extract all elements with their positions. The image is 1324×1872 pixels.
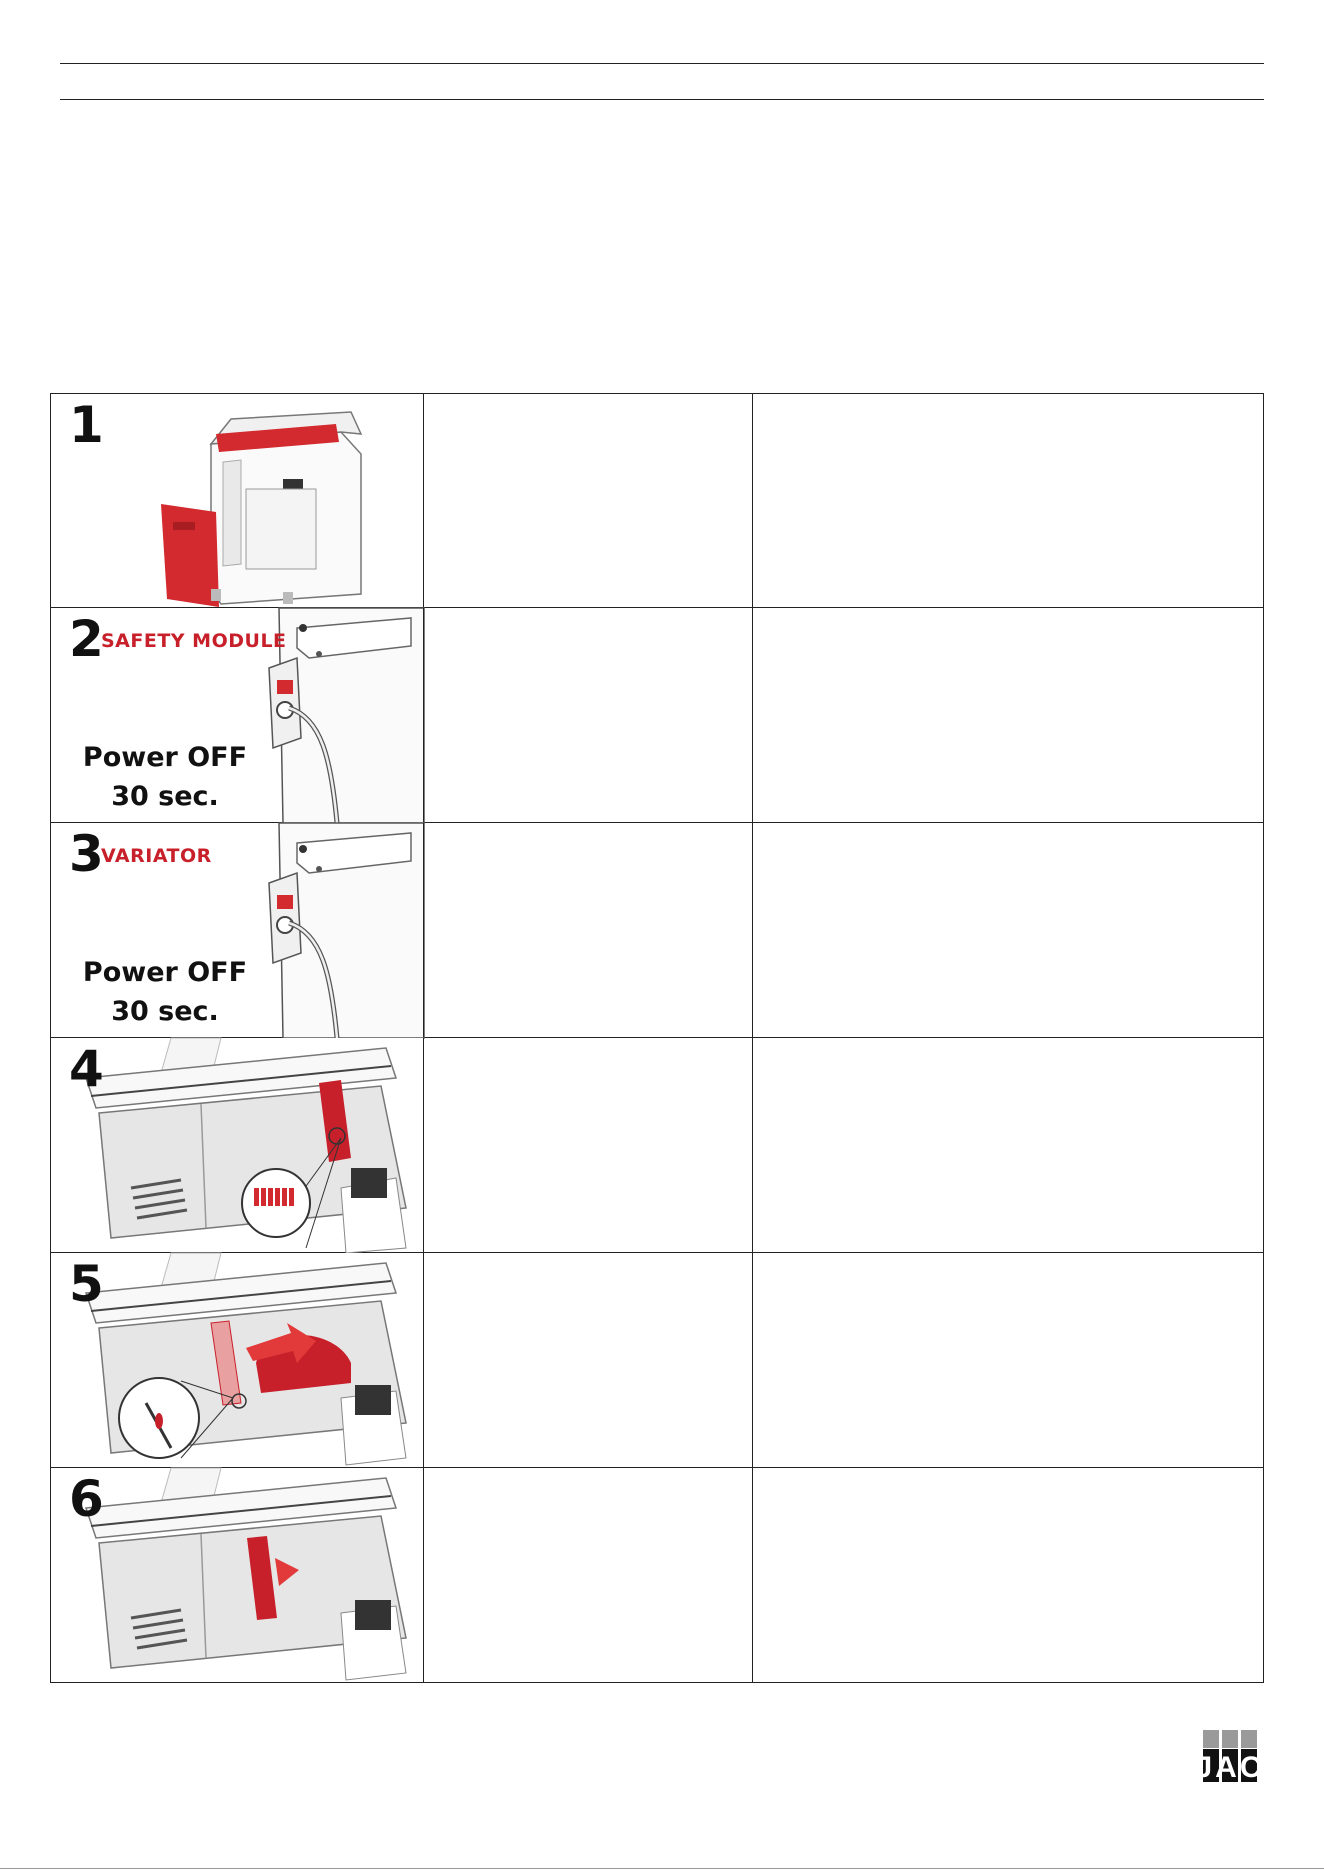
power-off-duration: 30 sec. bbox=[111, 781, 219, 812]
step-label: VARIATOR bbox=[101, 845, 212, 867]
page-bottom-rule bbox=[0, 1868, 1324, 1869]
step-description-cell bbox=[423, 1253, 753, 1467]
step-number: 4 bbox=[69, 1040, 104, 1098]
step-row-6 bbox=[50, 1468, 1264, 1683]
component-removal-illustration bbox=[51, 1253, 424, 1468]
step-notes-cell bbox=[752, 1253, 1264, 1467]
step-label: SAFETY MODULE bbox=[101, 630, 287, 652]
step-row-3 bbox=[50, 823, 1264, 1038]
power-off-instruction bbox=[69, 738, 261, 816]
step-image-cell bbox=[50, 1468, 424, 1682]
power-off-duration: 30 sec. bbox=[111, 996, 219, 1027]
step-notes-cell bbox=[752, 608, 1264, 822]
step-description-cell bbox=[423, 823, 753, 1037]
jac-logo bbox=[1195, 1730, 1265, 1784]
steps-table bbox=[50, 393, 1264, 1683]
header-rule-bottom bbox=[60, 99, 1264, 100]
step-number: 2 bbox=[69, 610, 104, 668]
machine-open-door-illustration bbox=[51, 394, 424, 609]
step-row-1 bbox=[50, 393, 1264, 608]
component-install-illustration bbox=[51, 1468, 424, 1683]
step-image-cell bbox=[50, 394, 424, 607]
step-image-cell bbox=[50, 608, 424, 822]
step-notes-cell bbox=[752, 823, 1264, 1037]
step-row-2 bbox=[50, 608, 1264, 823]
step-description-cell bbox=[423, 394, 753, 607]
logo-text: JAC bbox=[1195, 1751, 1265, 1784]
step-number: 3 bbox=[69, 825, 104, 883]
step-image-cell bbox=[50, 1253, 424, 1467]
step-notes-cell bbox=[752, 1038, 1264, 1252]
step-description-cell bbox=[423, 1038, 753, 1252]
step-number: 1 bbox=[69, 396, 104, 454]
step-row-4 bbox=[50, 1038, 1264, 1253]
connector-detail-illustration bbox=[51, 1038, 424, 1253]
step-number: 5 bbox=[69, 1255, 104, 1313]
step-description-cell bbox=[423, 608, 753, 822]
step-notes-cell bbox=[752, 1468, 1264, 1682]
step-row-5 bbox=[50, 1253, 1264, 1468]
step-image-cell bbox=[50, 1038, 424, 1252]
power-off-line: Power OFF bbox=[82, 957, 248, 988]
step-image-cell bbox=[50, 823, 424, 1037]
header-rule-top bbox=[60, 63, 1264, 64]
step-notes-cell bbox=[752, 394, 1264, 607]
step-number: 6 bbox=[69, 1470, 104, 1528]
power-off-line: Power OFF bbox=[82, 742, 248, 773]
power-off-instruction bbox=[69, 953, 261, 1031]
step-description-cell bbox=[423, 1468, 753, 1682]
